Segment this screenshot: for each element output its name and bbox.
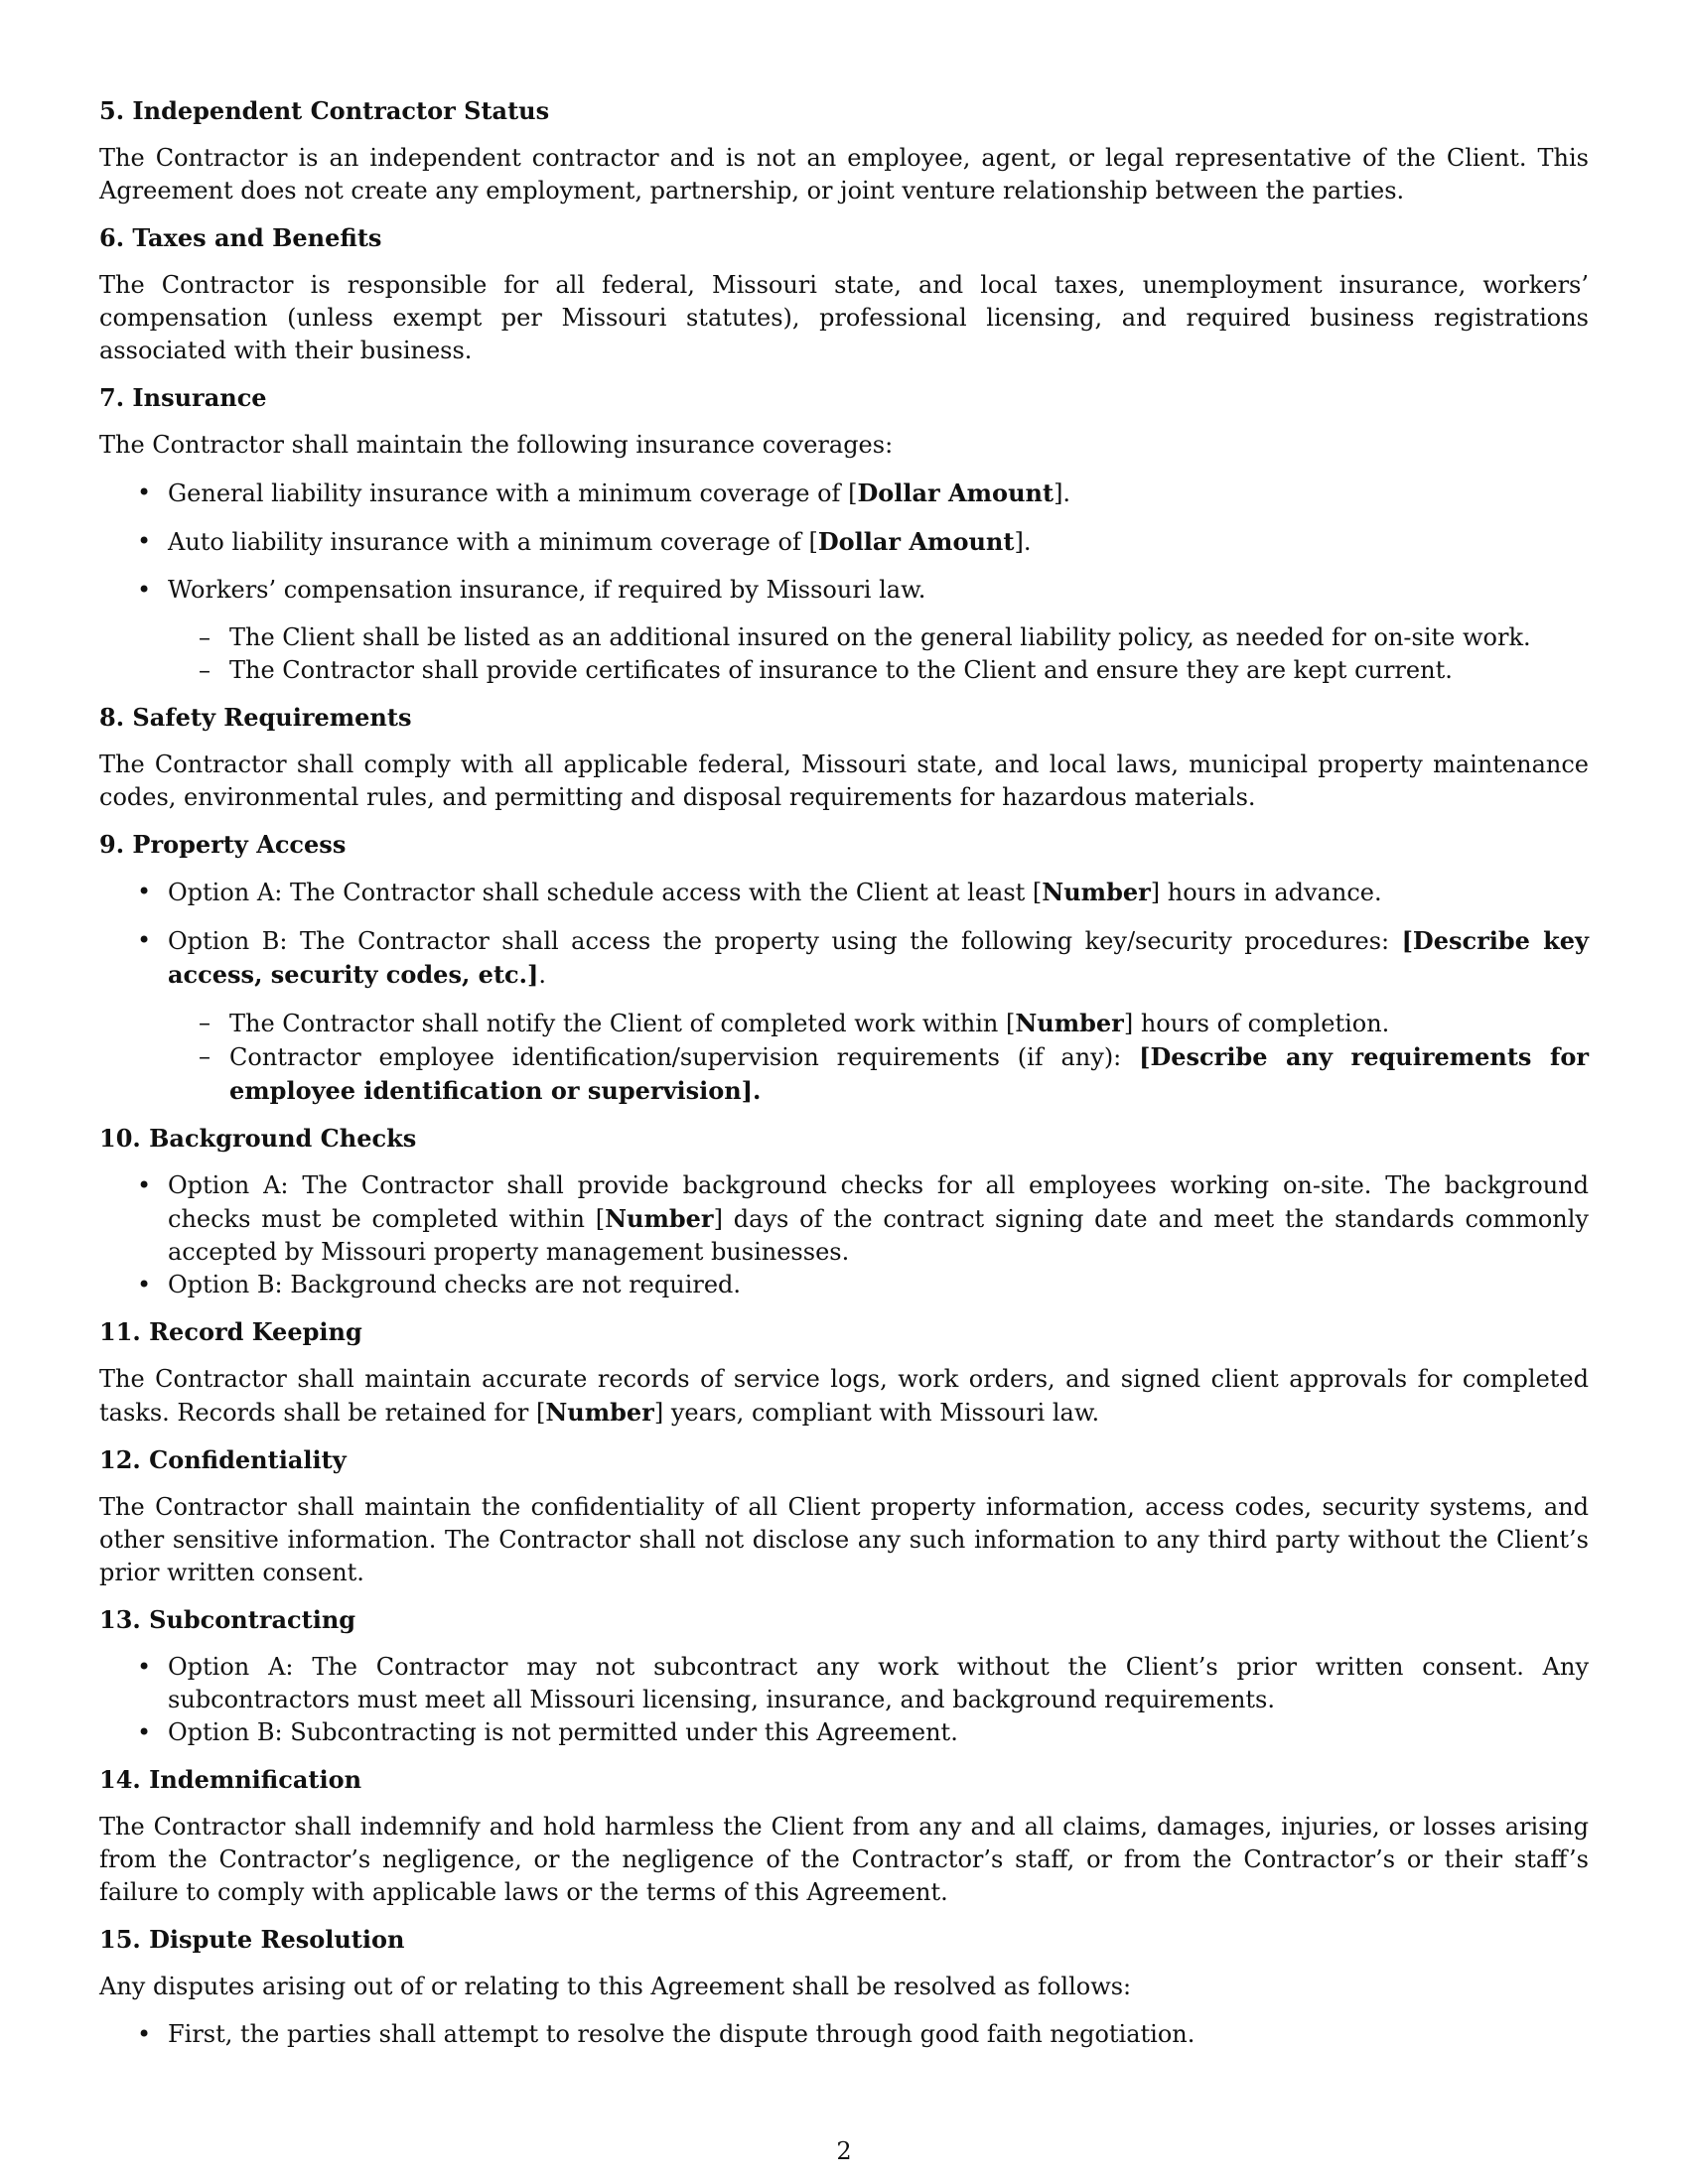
bullet-list [99,1169,1589,1301]
list-item: • Option B: The Contractor shall access the property using the following key/security procedures: [Describe key access, security codes, etc.]. [99,924,1589,992]
list-item: • Workers’ compensation insurance, if required by Missouri law. [99,574,1589,607]
section-body: The Contractor shall indemnify and hold harmless the Client from any and all claims, damages, injuries, or losses arising from the Contractor’s negligence, or the negligence of the Contractor’s staff, or from the Contractor’s or their staff’s failure to comply with applicable laws or the terms of this Agreement. [99,1813,1589,1906]
section-9 [99,829,1589,1108]
section-14 [99,1764,1589,1909]
section-11 [99,1316,1589,1430]
dash-list [99,1007,1589,1108]
list-item: • Auto liability insurance with a minimum coverage of [Dollar Amount]. [99,525,1589,559]
bullet-list [99,1651,1589,1749]
section-5 [99,95,1589,207]
section-heading: 8. Safety Requirements [99,703,412,732]
section-heading: 13. Subcontracting [99,1605,356,1634]
list-item: • First, the parties shall attempt to resolve the dispute through good faith negotiation. [99,2018,1589,2051]
section-body: The Contractor is responsible for all federal, Missouri state, and local taxes, unemployment insurance, workers’ compensation (unless exempt per Missouri statutes), professional licensing, and required business registrations associated with their business. [99,271,1589,364]
list-item: – The Contractor shall provide certificates of insurance to the Client and ensure they are kept current. [99,654,1589,687]
list-item: • Option A: The Contractor shall provide background checks for all employees working on-site. The background checks must be completed within [Number] days of the contract signing date and meet the standards commonly accepted by Missouri property management businesses. [99,1169,1589,1269]
section-7 [99,382,1589,687]
section-10 [99,1123,1589,1301]
section-heading: 5. Independent Contractor Status [99,96,550,125]
page-number: 2 [836,2137,852,2165]
section-heading: 11. Record Keeping [99,1317,362,1346]
section-15 [99,1924,1589,2051]
section-heading: 15. Dispute Resolution [99,1925,405,1954]
bullet-list [99,2018,1589,2051]
list-item: – Contractor employee identification/supervision requirements (if any): [Describe any requirements for employee identification or supervision]. [99,1040,1589,1108]
list-item: • Option B: Background checks are not required. [99,1269,1589,1301]
section-heading: 10. Background Checks [99,1124,417,1153]
section-12 [99,1444,1589,1589]
list-item: • General liability insurance with a minimum coverage of [Dollar Amount]. [99,477,1589,510]
dash-list [99,621,1589,687]
list-item: • Option A: The Contractor may not subcontract any work without the Client’s prior written consent. Any subcontractors must meet all Missouri licensing, insurance, and background requirements. [99,1651,1589,1716]
document-page [99,95,1589,2066]
section-body: The Contractor shall maintain the confidentiality of all Client property information, access codes, security systems, and other sensitive information. The Contractor shall not disclose any such information to any third party without the Client’s prior written consent. [99,1493,1589,1586]
section-intro: Any disputes arising out of or relating to this Agreement shall be resolved as follows: [99,1973,1132,2000]
bullet-list [99,477,1589,607]
section-intro: The Contractor shall maintain the following insurance coverages: [99,431,894,459]
section-body: The Contractor shall comply with all applicable federal, Missouri state, and local laws, municipal property maintenance codes, environmental rules, and permitting and disposal requirements for hazardous materials. [99,751,1589,811]
section-heading: 12. Confidentiality [99,1445,347,1474]
section-8 [99,702,1589,814]
list-item: – The Client shall be listed as an additional insured on the general liability policy, as needed for on-site work. [99,621,1589,654]
section-13 [99,1604,1589,1749]
list-item: – The Contractor shall notify the Client of completed work within [Number] hours of completion. [99,1007,1589,1040]
list-item: • Option B: Subcontracting is not permitted under this Agreement. [99,1716,1589,1749]
section-body: The Contractor is an independent contractor and is not an employee, agent, or legal representative of the Client. This Agreement does not create any employment, partnership, or joint venture relationship between the parties. [99,144,1589,205]
section-heading: 9. Property Access [99,830,347,859]
section-heading: 6. Taxes and Benefits [99,223,382,252]
section-heading: 14. Indemnification [99,1765,362,1794]
bullet-list [99,876,1589,992]
section-body: The Contractor shall maintain accurate records of service logs, work orders, and signed client approvals for completed tasks. Records shall be retained for [Number] years, compliant with Missouri law. [99,1365,1589,1427]
list-item: • Option A: The Contractor shall schedule access with the Client at least [Number] hours in advance. [99,876,1589,909]
section-6 [99,222,1589,367]
section-heading: 7. Insurance [99,383,267,412]
